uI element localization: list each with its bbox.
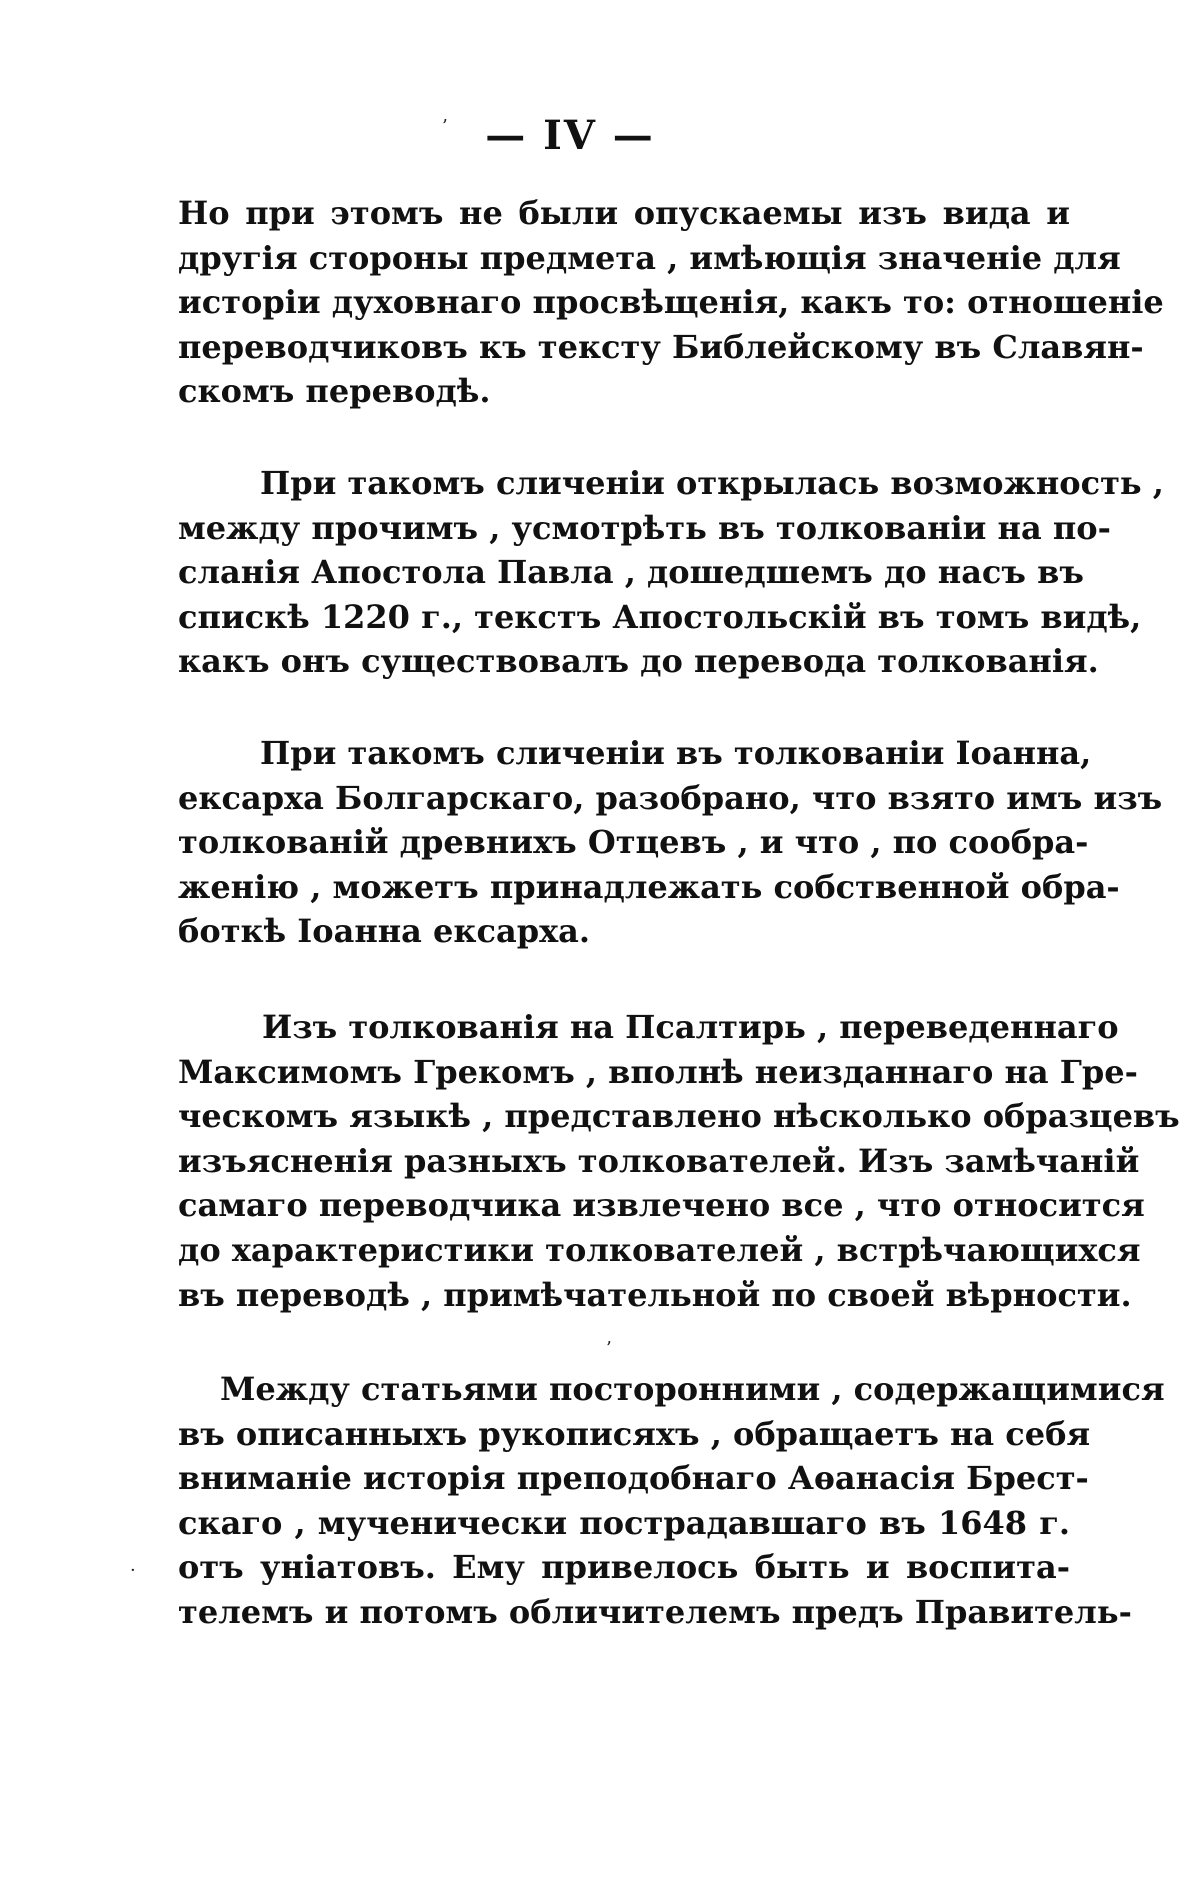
- ink-speck: ’: [606, 1338, 612, 1359]
- text-line: отъ уніатовъ. Ему привелось быть и воспита-: [178, 1548, 1070, 1587]
- text-line: сланія Апостола Павла , дошедшемъ до насъ въ: [178, 553, 1084, 592]
- text-line: въ переводѣ , примѣчательной по своей вѣрности.: [178, 1275, 1132, 1314]
- text-line: ческомъ языкѣ , представлено нѣсколько образцевъ: [178, 1097, 1180, 1136]
- text-line: между прочимъ , усмотрѣть въ толкованіи на по-: [178, 508, 1111, 547]
- text-line: переводчиковъ къ тексту Библейскому въ Славян-: [178, 327, 1144, 366]
- text-line: При такомъ сличеніи въ толкованіи Іоанна,: [260, 734, 1092, 772]
- text-line: изъясненія разныхъ толкователей. Изъ замѣчаній: [178, 1141, 1140, 1180]
- text-line: скомъ переводѣ.: [178, 372, 491, 411]
- text-line: исторіи духовнаго просвѣщенія, какъ то: отношеніе: [178, 283, 1164, 322]
- text-line: ексарха Болгарскаго, разобрано, что взято имъ изъ: [178, 778, 1163, 817]
- paragraph-1: [178, 191, 1164, 414]
- text-line: Но при этомъ не были опускаемы изъ вида и: [178, 194, 1070, 232]
- text-line: Изъ толкованія на Псалтирь , переведеннаго: [262, 1008, 1119, 1046]
- text-line: боткѣ Іоанна ексарха.: [178, 912, 591, 951]
- text-line: толкованій древнихъ Отцевъ , и что , по сообра-: [178, 823, 1089, 862]
- ink-speck: ·: [130, 1560, 136, 1581]
- text-line: другія стороны предмета , имѣющія значеніе для: [178, 238, 1121, 277]
- text-line: скаго , мученически пострадавшаго въ 1648 г.: [178, 1503, 1070, 1542]
- text-line: какъ онъ существовалъ до перевода толкованія.: [178, 642, 1099, 681]
- text-line: женію , можетъ принадлежать собственной обра-: [178, 867, 1120, 906]
- ink-speck: ’: [442, 116, 448, 137]
- text-line: Максимомъ Грекомъ , вполнѣ неизданнаго на Гре-: [178, 1052, 1138, 1091]
- text-line: въ описанныхъ рукописяхъ , обращаетъ на себя: [178, 1414, 1091, 1453]
- text-line: самаго переводчика извлечено все , что относится: [178, 1186, 1145, 1225]
- text-line: Между статьями посторонними , содержащимися: [220, 1370, 1165, 1408]
- text-line: до характеристики толкователей , встрѣчающихся: [178, 1230, 1141, 1269]
- page-number: — IV —: [485, 112, 655, 159]
- paragraph-2: [178, 461, 1164, 684]
- paragraph-5: [178, 1367, 1165, 1635]
- text-line: При такомъ сличеніи открылась возможность ,: [260, 464, 1164, 502]
- paragraph-4: [178, 1005, 1180, 1317]
- paragraph-3: [178, 731, 1163, 954]
- text-line: спискѣ 1220 г., текстъ Апостольскій въ томъ видѣ,: [178, 597, 1142, 636]
- text-line: телемъ и потомъ обличителемъ предъ Правитель-: [178, 1592, 1132, 1631]
- text-line: вниманіе исторія преподобнаго Аѳанасія Брест-: [178, 1459, 1089, 1498]
